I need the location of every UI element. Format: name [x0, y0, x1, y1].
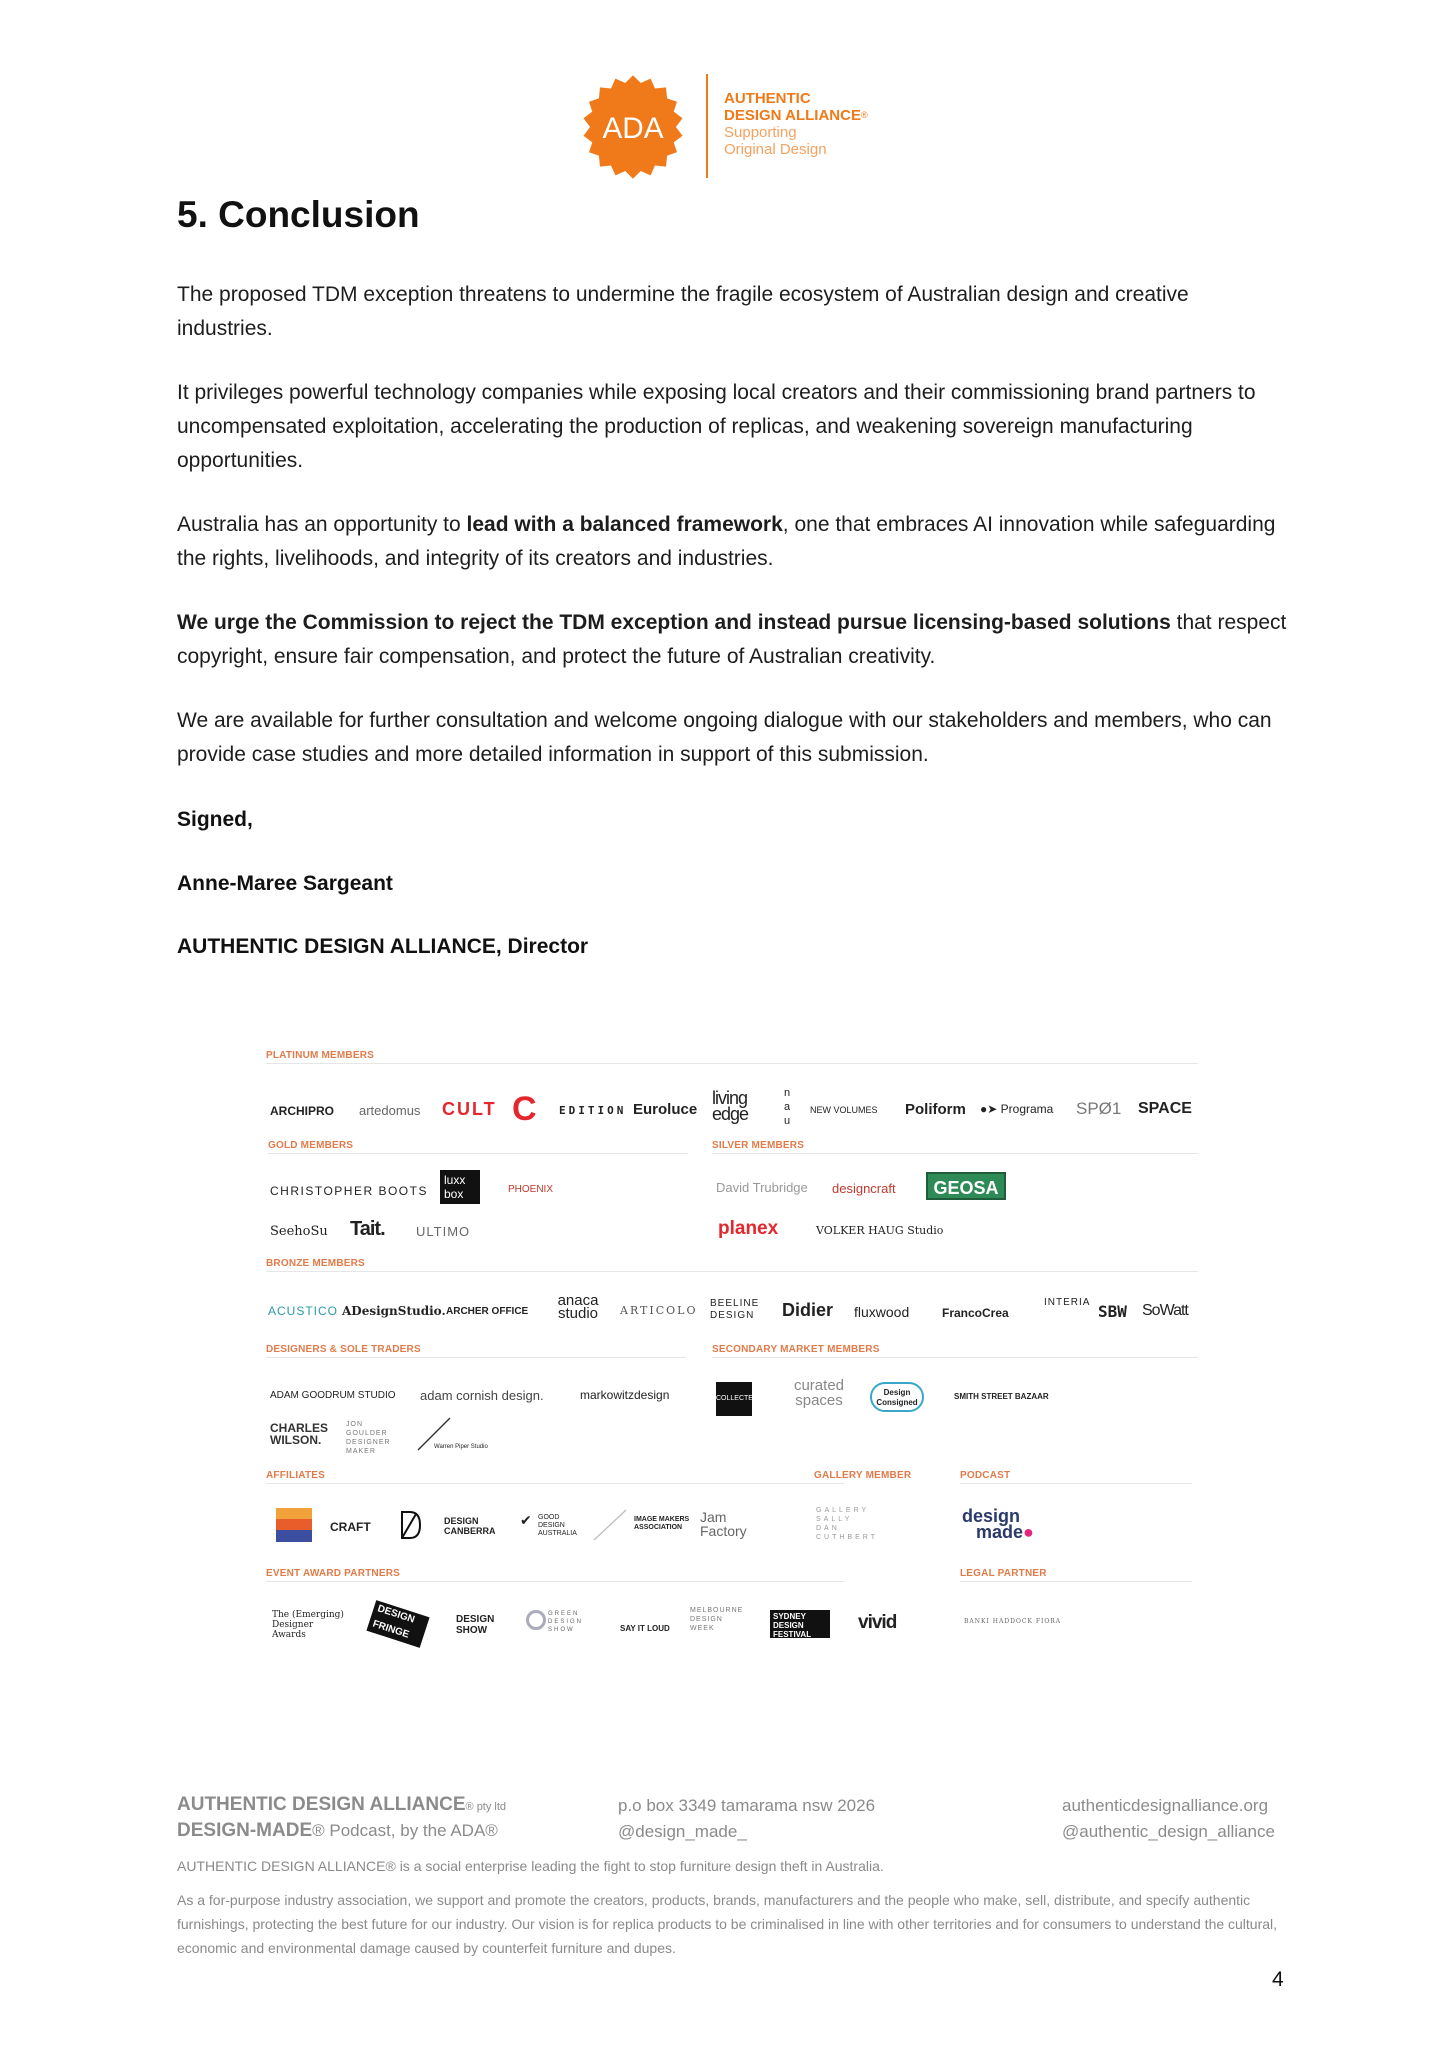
logo-spo1: SPØ1: [1076, 1099, 1122, 1118]
ada-badge-icon: [578, 72, 688, 182]
logo-acustico: ACUSTICO: [268, 1304, 339, 1318]
logo-geosa: GEOSA: [926, 1172, 1006, 1200]
designers-rule: [266, 1357, 686, 1358]
logo-line-4: Original Design: [724, 141, 827, 158]
legal-rule: [960, 1581, 1192, 1582]
logo-vivid: vivid: [858, 1612, 897, 1633]
logo-line-3: Supporting: [724, 124, 797, 141]
logo-david-trubridge: David Trubridge: [716, 1180, 808, 1195]
footer-podcast: [177, 1820, 498, 1842]
logo-collecte: COLLECTE: [716, 1382, 752, 1416]
event-label: EVENT AWARD PARTNERS: [266, 1568, 401, 1579]
podcast-rule: [960, 1483, 1192, 1484]
logo-euroluce: Euroluce: [633, 1101, 698, 1118]
logo-poliform: Poliform: [905, 1101, 966, 1118]
footer-org-suffix: ® pty ltd: [465, 1801, 507, 1813]
ada-logo: [578, 70, 898, 182]
logo-articolo: ARTICOLO: [620, 1304, 698, 1317]
logo-design-show: DESIGN SHOW: [456, 1614, 495, 1636]
logo-sbw: SBW: [1098, 1302, 1127, 1321]
d-mark-icon: [398, 1510, 422, 1542]
paragraph-3-pre: Australia has an opportunity to: [177, 513, 467, 536]
programa-icon: ●➤: [980, 1102, 1001, 1116]
logo-luxx-box: luxx box: [440, 1170, 480, 1204]
footer-org-name: AUTHENTIC DESIGN ALLIANCE: [177, 1794, 466, 1815]
logo-green-design-show: GREEN DESIGN SHOW: [526, 1610, 586, 1634]
platinum-label: PLATINUM MEMBERS: [266, 1050, 375, 1061]
logo-design-made: [962, 1508, 1034, 1540]
logo-gallery-sally-dan-cuthbert: GALLERY SALLY DAN CUTHBERT: [816, 1507, 878, 1541]
footer-podcast-name: DESIGN-MADE: [177, 1820, 313, 1841]
secondary-rule: [712, 1357, 1198, 1358]
footer-website-link[interactable]: authenticdesignalliance.org: [1062, 1796, 1269, 1815]
logo-new-volumes: NEW VOLUMES: [810, 1105, 878, 1115]
page-title: 5. Conclusion: [177, 194, 420, 235]
logo-divider: [706, 74, 708, 178]
affiliate-slash-icon: [590, 1508, 630, 1542]
paragraph-1: The proposed TDM exception threatens to undermine the fragile ecosystem of Australian design and creative industries.: [177, 283, 1189, 340]
logo-reg: ®: [860, 110, 868, 120]
footer-org: [177, 1794, 506, 1816]
gold-label: GOLD MEMBERS: [268, 1140, 354, 1151]
podcast-word-2: made: [976, 1522, 1024, 1542]
logo-adesignstudio: ADesignStudio.: [342, 1304, 446, 1318]
logo-line-2: DESIGN ALLIANCE: [724, 107, 861, 124]
page-number: 4: [1272, 1968, 1284, 1991]
logo-francocrea: FrancoCrea: [942, 1306, 1009, 1320]
logo-design-canberra: DESIGN CANBERRA: [444, 1516, 496, 1536]
logo-phoenix: PHOENIX: [508, 1184, 554, 1195]
logo-banki-haddock-fiora: BANKI HADDOCK FIORA: [964, 1618, 1062, 1625]
logo-space: SPACE: [1138, 1100, 1192, 1117]
logo-planex: planex: [718, 1218, 779, 1239]
logo-say-it-loud: SAY IT LOUD: [620, 1624, 670, 1633]
podcast-dot-icon: ●: [1023, 1522, 1034, 1542]
logo-line-1: AUTHENTIC: [724, 90, 811, 107]
logo-anaca: anaca studio: [557, 1292, 599, 1322]
logo-sydney-design-festival: SYDNEY DESIGN FESTIVAL: [770, 1610, 830, 1638]
podcast-label: PODCAST: [960, 1470, 1011, 1481]
logo-melbourne-design-week: MELBOURNE DESIGN WEEK: [690, 1607, 744, 1632]
logo-design-fringe: DESIGN FRINGE: [366, 1600, 429, 1648]
podcast-word-1: design: [962, 1506, 1021, 1526]
designers-label: DESIGNERS & SOLE TRADERS: [266, 1344, 421, 1355]
paragraph-4: [177, 606, 1287, 674]
silver-label: SILVER MEMBERS: [712, 1140, 805, 1151]
signatory-role: AUTHENTIC DESIGN ALLIANCE, Director: [177, 935, 589, 958]
bronze-label: BRONZE MEMBERS: [266, 1258, 365, 1269]
paragraph-3-bold: lead with a balanced framework: [466, 513, 783, 536]
logo-interia: INTERIA: [1044, 1297, 1091, 1308]
members-panel: [264, 1050, 1200, 1650]
event-rule: [266, 1581, 844, 1582]
logo-charles-wilson: CHARLES WILSON.: [270, 1421, 329, 1447]
logo-adam-goodrum: ADAM GOODRUM STUDIO: [270, 1390, 396, 1401]
logo-emerging-designer-awards: The (Emerging) Designer Awards: [272, 1610, 344, 1640]
logo-tait: Tait.: [350, 1218, 385, 1240]
logo-image-makers: IMAGE MAKERS ASSOCIATION: [634, 1516, 690, 1531]
platinum-rule: [266, 1063, 1198, 1064]
logo-sowatt: SoWatt: [1142, 1302, 1188, 1319]
signed-label: Signed,: [177, 808, 253, 831]
logo-adam-cornish: adam cornish design.: [420, 1388, 544, 1403]
logo-nau: n a u: [784, 1087, 791, 1127]
logo-archipro: ARCHIPRO: [270, 1104, 335, 1118]
logo-jam-factory: Jam Factory: [700, 1509, 747, 1539]
logo-edition: EDITION: [559, 1104, 627, 1117]
logo-volker-haug: VOLKER HAUG Studio: [816, 1224, 944, 1237]
paragraph-2: It privileges powerful technology companies while exposing local creators and their commissioning brand partners to uncompensated exploitation, accelerating the production of replicas, and weakening sovereign manufacturing opportunities.: [177, 381, 1256, 472]
logo-artedomus: artedomus: [359, 1103, 421, 1118]
affiliate-swatch-icon: [276, 1508, 312, 1542]
footer-podcast-suffix: ® Podcast, by the ADA®: [312, 1821, 498, 1840]
affiliates-label: AFFILIATES: [266, 1470, 326, 1481]
legal-label: LEGAL PARTNER: [960, 1568, 1047, 1579]
green-design-ring-icon: [526, 1610, 546, 1630]
logo-jon-goulder: JON GOULDER DESIGNER MAKER: [346, 1421, 391, 1455]
affiliates-rule: [266, 1483, 844, 1484]
paragraph-5: We are available for further consultation and welcome ongoing dialogue with our stakeholders and members, who can provide case studies and more detailed information in support of this submission.: [177, 709, 1272, 766]
logo-living-edge: living edge: [712, 1088, 749, 1124]
logo-design-consigned: Design Consigned: [870, 1382, 924, 1412]
footer-handle-design-made[interactable]: @design_made_: [618, 1822, 747, 1841]
gold-rule: [268, 1153, 688, 1154]
logo-cult: CULT: [442, 1099, 497, 1119]
paragraph-3: [177, 508, 1287, 576]
logo-smith-street-bazaar: SMITH STREET BAZAAR: [954, 1392, 1049, 1401]
logo-markowitz: markowitzdesign: [580, 1388, 670, 1402]
logo-archer-office: ARCHER OFFICE: [446, 1306, 529, 1317]
bronze-rule: [266, 1271, 1198, 1272]
signatory-name: Anne-Maree Sargeant: [177, 872, 393, 895]
paragraph-4-post: that respect copyright, ensure fair compensation, and protect the future of Australian creativity.: [177, 611, 1287, 668]
silver-rule: [712, 1153, 1198, 1154]
footer-tagline: AUTHENTIC DESIGN ALLIANCE® is a social enterprise leading the fight to stop furniture design theft in Australia.: [177, 1858, 884, 1874]
paragraph-3-post: , one that embraces AI innovation while safeguarding the rights, livelihoods, and integrity of its creators and industries.: [177, 513, 1276, 570]
logo-designcraft: designcraft: [832, 1181, 896, 1196]
logo-curated-spaces: curated spaces: [793, 1377, 845, 1409]
logo-beeline: BEELINE DESIGN: [710, 1298, 760, 1321]
footer-address: p.o box 3349 tamarama nsw 2026: [618, 1796, 876, 1815]
logo-programa: ●➤ Programa: [980, 1102, 1054, 1116]
gallery-label: GALLERY MEMBER: [814, 1470, 912, 1481]
good-design-check-icon: ✔: [520, 1512, 532, 1528]
logo-warren-piper: Warren Piper Studio: [434, 1444, 488, 1450]
logo-didier: Didier: [782, 1300, 834, 1320]
logo-c: C: [512, 1090, 537, 1128]
paragraph-4-bold: We urge the Commission to reject the TDM exception and instead pursue licensing-based solutions: [177, 611, 1171, 634]
logo-seehosu: SeehoSu: [270, 1224, 328, 1239]
logo-craft: CRAFT: [330, 1520, 371, 1534]
logo-fluxwood: fluxwood: [854, 1304, 910, 1320]
footer-mission: As a for-purpose industry association, we support and promote the creators, products, brands, manufacturers and the people who make, sell, distribute, and specify authentic furnishings, protecting the best future for our industry. Our vision is for replica products to be criminalised in line with other territories and for consumers to understand the cultural, economic and environmental damage caused by counterfeit furniture and dupes.: [177, 1892, 1278, 1956]
logo-christopher-boots: CHRISTOPHER BOOTS: [270, 1184, 428, 1198]
footer-handle-ada[interactable]: @authentic_design_alliance: [1062, 1822, 1275, 1841]
ada-badge-text: ADA: [602, 112, 664, 145]
logo-good-design: ✔ GOOD DESIGN AUSTRALIA: [520, 1512, 577, 1537]
secondary-label: SECONDARY MARKET MEMBERS: [712, 1344, 880, 1355]
logo-wordmark: [724, 90, 904, 158]
logo-ultimo: ULTIMO: [416, 1224, 471, 1239]
